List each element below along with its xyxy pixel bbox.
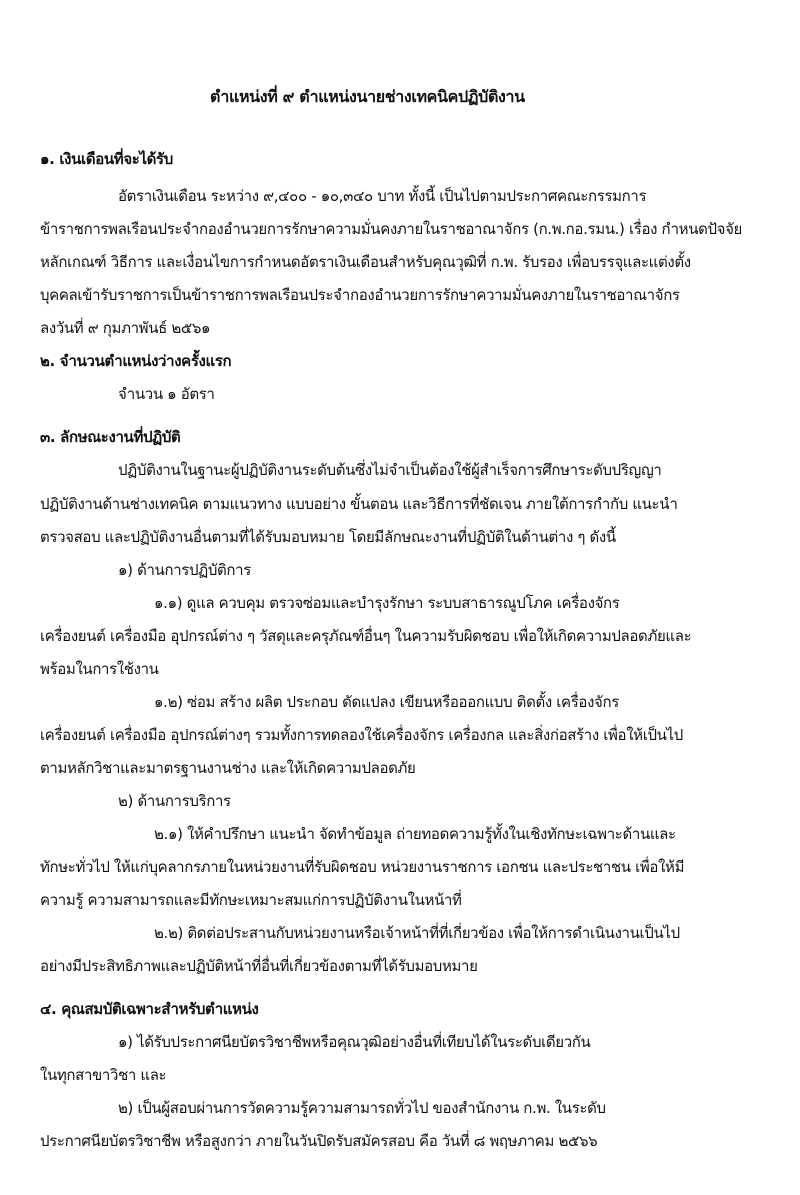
section-4-line: ๑) ได้รับประกาศนียบัตรวิชาชีพหรือคุณวุฒิอย่างอื่นที่เทียบได้ในระดับเดียวกัน	[118, 1033, 591, 1051]
section-4-heading: ๔. คุณสมบัติเฉพาะสำหรับตำแหน่ง	[40, 1000, 259, 1018]
section-4-line: ในทุกสาขาวิชา และ	[40, 1066, 167, 1084]
section-3-subheading: ๒) ด้านการบริการ	[118, 792, 231, 810]
section-2-heading: ๒. จำนวนตำแหน่งว่างครั้งแรก	[40, 352, 232, 370]
section-3-line: ๒.๒) ติดต่อประสานกับหน่วยงานหรือเจ้าหน้าที่ที่เกี่ยวข้อง เพื่อให้การดำเนินงานเป็นไป	[154, 924, 680, 942]
section-3-line: ตามหลักวิชาและมาตรฐานงานช่าง และให้เกิดความปลอดภัย	[40, 759, 416, 777]
section-3-heading: ๓. ลักษณะงานที่ปฏิบัติ	[40, 428, 181, 446]
section-3-line: ตรวจสอบ และปฏิบัติงานอื่นตามที่ได้รับมอบหมาย โดยมีลักษณะงานที่ปฏิบัติในด้านต่าง ๆ ดังนี้	[40, 528, 616, 546]
section-3-subheading: ๑) ด้านการปฏิบัติการ	[118, 561, 251, 579]
section-3-line: ปฏิบัติงานในฐานะผู้ปฏิบัติงานระดับต้นซึ่งไม่จำเป็นต้องใช้ผู้สำเร็จการศึกษาระดับปริญญา	[118, 461, 662, 479]
document-title: ตำแหน่งที่ ๙ ตำแหน่งนายช่างเทคนิคปฏิบัติงาน	[210, 87, 525, 106]
section-1-line: อัตราเงินเดือน ระหว่าง ๙,๔๐๐ - ๑๐,๓๔๐ บาท ทั้งนี้ เป็นไปตามประกาศคณะกรรมการ	[118, 187, 647, 205]
section-3-line: ๑.๒) ซ่อม สร้าง ผลิต ประกอบ ดัดแปลง เขียนหรือออกแบบ ติดตั้ง เครื่องจักร	[154, 693, 619, 711]
section-1-line: ลงวันที่ ๙ กุมภาพันธ์ ๒๕๖๑	[40, 319, 211, 337]
section-3-line: ๑.๑) ดูแล ควบคุม ตรวจซ่อมและบำรุงรักษา ระบบสาธารณูปโภค เครื่องจักร	[154, 594, 620, 612]
section-1-heading: ๑. เงินเดือนที่จะได้รับ	[40, 150, 173, 168]
section-1-line: บุคคลเข้ารับราชการเป็นข้าราชการพลเรือนประจำกองอำนวยการรักษาความมั่นคงภายในราชอาณาจักร	[40, 286, 680, 304]
section-1-line: หลักเกณฑ์ วิธีการ และเงื่อนไขการกำหนดอัตราเงินเดือนสำหรับคุณวุฒิที่ ก.พ. รับรอง เพื่อบรรจุและแต่งตั้ง	[40, 253, 691, 271]
section-4-line: ๒) เป็นผู้สอบผ่านการวัดความรู้ความสามารถทั่วไป ของสำนักงาน ก.พ. ในระดับ	[118, 1099, 606, 1117]
section-3-line: ทักษะทั่วไป ให้แก่บุคลากรภายในหน่วยงานที่รับผิดชอบ หน่วยงานราชการ เอกชน และประชาชน เพื่อให้มี	[40, 858, 685, 876]
section-2-line: จำนวน ๑ อัตรา	[118, 385, 215, 403]
section-3-line: อย่างมีประสิทธิภาพและปฏิบัติหน้าที่อื่นที่เกี่ยวข้องตามที่ได้รับมอบหมาย	[40, 957, 478, 975]
section-4-line: ประกาศนียบัตรวิชาชีพ หรือสูงกว่า ภายในวันปิดรับสมัครสอบ คือ วันที่ ๘ พฤษภาคม ๒๕๖๖	[40, 1132, 598, 1150]
section-3-line: ความรู้ ความสามารถและมีทักษะเหมาะสมแก่การปฏิบัติงานในหน้าที่	[40, 891, 462, 909]
section-3-line: ๒.๑) ให้คำปรึกษา แนะนำ จัดทำข้อมูล ถ่ายทอดความรู้ทั้งในเชิงทักษะเฉพาะด้านและ	[154, 825, 676, 843]
section-3-line: เครื่องยนต์ เครื่องมือ อุปกรณ์ต่าง ๆ วัสดุและครุภัณฑ์อื่นๆ ในความรับผิดชอบ เพื่อให้เกิดความปลอดภัยและ	[40, 627, 692, 645]
section-3-line: ปฏิบัติงานด้านช่างเทคนิค ตามแนวทาง แบบอย่าง ขั้นตอน และวิธีการที่ชัดเจน ภายใต้การกำกับ แนะนำ	[40, 495, 678, 513]
section-3-line: เครื่องยนต์ เครื่องมือ อุปกรณ์ต่างๆ รวมทั้งการทดลองใช้เครื่องจักร เครื่องกล และสิ่งก่อสร้าง เพื่อให้เป็นไป	[40, 726, 683, 744]
section-1-line: ข้าราชการพลเรือนประจำกองอำนวยการรักษาความมั่นคงภายในราชอาณาจักร (ก.พ.กอ.รมน.) เรื่อง กำหนดปัจจัย	[40, 220, 742, 238]
section-3-line: พร้อมในการใช้งาน	[40, 660, 159, 678]
